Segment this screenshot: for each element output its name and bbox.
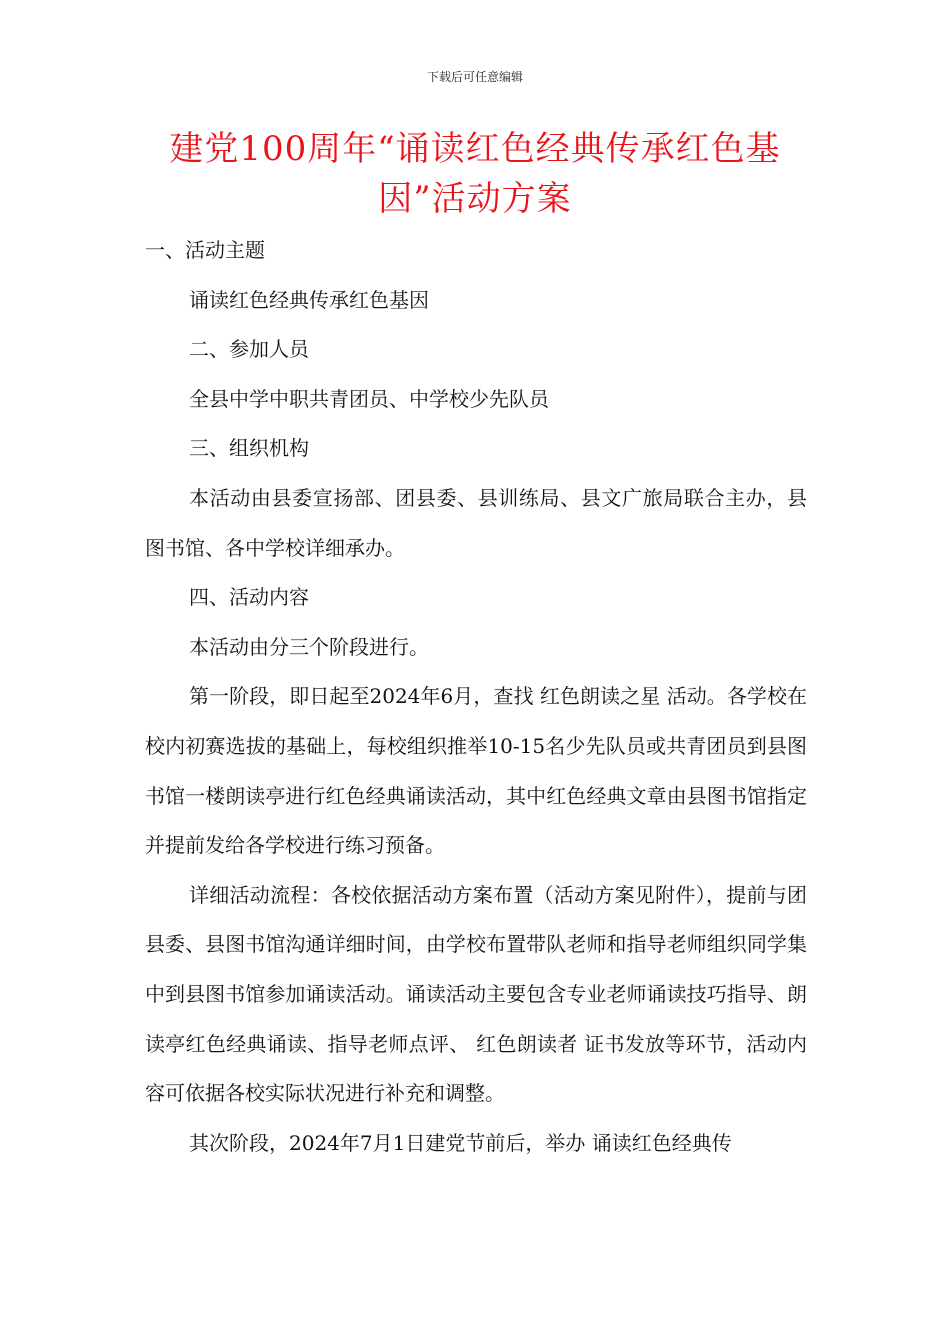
paragraph-theme: 诵读红色经典传承红色基因: [189, 287, 429, 312]
paragraph-stage-two: 其次阶段，2024年7月1日建党节前后，举办 诵读红色经典传: [189, 1130, 732, 1155]
header-note: 下载后可任意编辑: [426, 70, 523, 84]
paragraph-process: 详细活动流程：各校依据活动方案布置（活动方案见附件），提前与团县委、县图书馆沟通详细时间，由学校布置带队老师和指导老师组织同学集中到县图书馆参加诵读活动。诵读活动主要包含专业老师诵读技巧指导、朗读亭红色经典诵读、指导老师点评、 红色朗读者 证书发放等环节，活动内容可依据各校实际状况进行补充和调整。: [145, 882, 807, 1106]
section-heading-theme: 一、活动主题: [145, 238, 265, 262]
paragraph-participants: 全县中学中职共青团员、中学校少先队员: [189, 386, 549, 411]
section-heading-participants: 二、参加人员: [189, 337, 309, 362]
document-title: 建党100周年“诵读红色经典传承红色基因”活动方案: [169, 129, 781, 219]
section-heading-content: 四、活动内容: [189, 585, 309, 610]
document-body: [145, 226, 807, 1168]
section-heading-organization: 三、组织机构: [189, 436, 309, 461]
paragraph-stage-one: 第一阶段，即日起至2024年6月，查找 红色朗读之星 活动。各学校在校内初赛选拔的基础上，每校组织推举10-15名少先队员或共青团员到县图书馆一楼朗读亭进行红色经典诵读活动，其中红色经典文章由县图书馆指定并提前发给各学校进行练习预备。: [145, 684, 807, 858]
paragraph-organization: 本活动由县委宣扬部、团县委、县训练局、县文广旅局联合主办，县图书馆、各中学校详细承办。: [145, 485, 807, 560]
paragraph-content-intro: 本活动由分三个阶段进行。: [189, 634, 429, 659]
